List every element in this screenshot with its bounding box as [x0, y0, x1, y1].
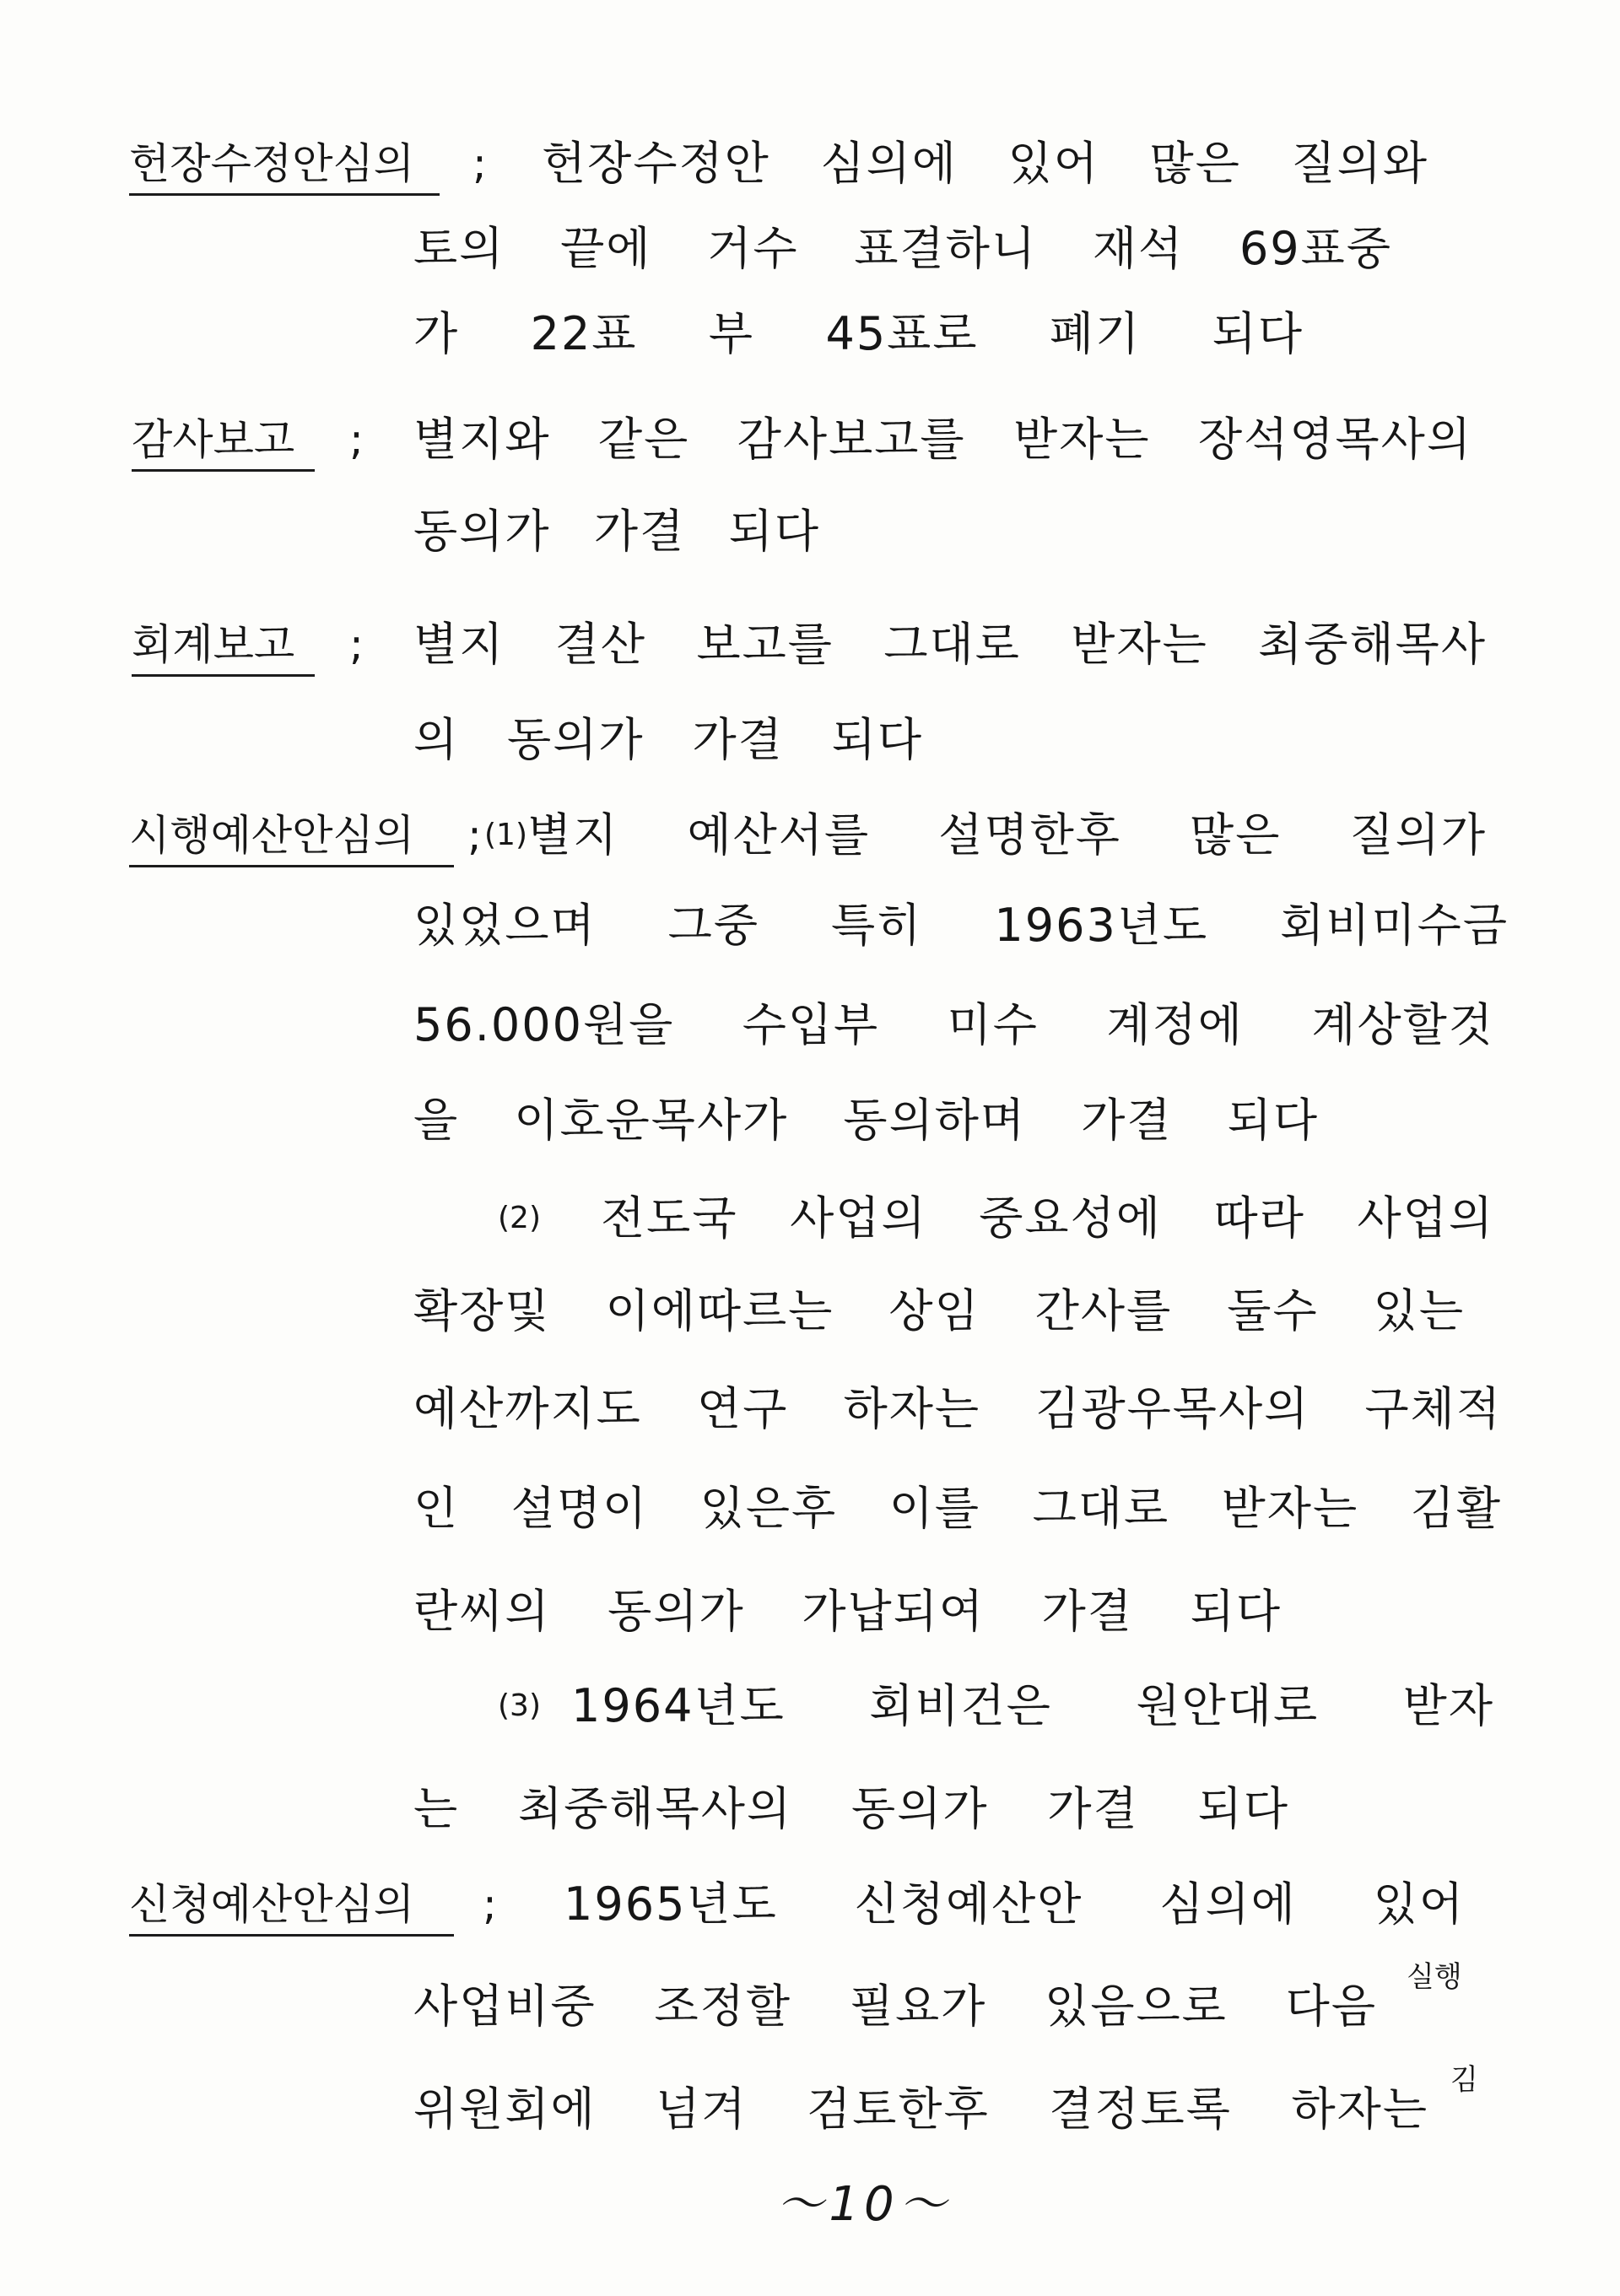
interlinear-addition: 실행 [1407, 1960, 1462, 1994]
text-line: 전도국 사업의 중요성에 따라 사업의 [601, 1191, 1494, 1245]
heading-separator: ; [467, 811, 482, 860]
text-line: 란씨의 동의가 가납되여 가결 되다 [413, 1585, 1282, 1638]
text-line: 동의가 가결 되다 [413, 505, 820, 558]
text-line: 인 설명이 있은후 이를 그대로 받자는 김활 [413, 1482, 1502, 1535]
section-heading-requested-budget: 신청예산안심의 [129, 1875, 454, 1937]
page-number: ～10～ [776, 2177, 952, 2232]
text-line: 확장및 이에따르는 상임 간사를 둘수 있는 [413, 1284, 1465, 1337]
section-heading-operating-budget: 시행예산안심의 [129, 806, 454, 867]
text-line: 있었으며 그중 특히 1963년도 회비미수금 [413, 899, 1509, 952]
heading-separator: ; [483, 1880, 497, 1929]
section-heading-accounting-report: 회계보고 [132, 615, 315, 677]
item-number: (2) [498, 1201, 541, 1235]
text-line: 1965년도 신청예산안 심의에 있어 [564, 1877, 1465, 1931]
text-line: 의 동의가 가결 되다 [413, 713, 923, 766]
text-line: 별지 결산 보고를 그대로 받자는 최중해목사 [413, 618, 1487, 671]
heading-separator: ; [349, 620, 364, 669]
text-line: 위원회에 넘겨 검토한후 결정토록 하자는 [413, 2083, 1428, 2136]
item-number: (3) [498, 1688, 541, 1723]
text-line: 별지와 같은 감사보고를 받자는 장석영목사의 [413, 413, 1472, 466]
text-line: 는 최중해목사의 동의가 가결 되다 [413, 1782, 1289, 1835]
text-line: 가 22표 부 45표로 폐기 되다 [413, 307, 1304, 360]
heading-separator: ; [472, 139, 487, 188]
interlinear-addition: 김 [1450, 2063, 1478, 2097]
text-line: 사업비중 조정할 필요가 있음으로 다음 [413, 1980, 1377, 2033]
text-line: 을 이호운목사가 동의하며 가결 되다 [413, 1094, 1319, 1147]
section-heading-audit-report: 감사보고 [132, 410, 315, 472]
text-line: 56.000원을 수입부 미수 계정에 계상할것 [413, 998, 1494, 1051]
section-heading-charter-amendment: 헌장수정안심의 [129, 134, 440, 196]
heading-separator: ; [349, 415, 364, 464]
text-line: 1964년도 회비건은 원안대로 받자 [571, 1679, 1494, 1732]
item-number: (1) [484, 818, 527, 852]
text-line: 헌장수정안 심의에 있어 많은 질의와 [542, 137, 1428, 190]
text-line: 별지 예산서를 설명한후 많은 질의가 [527, 808, 1487, 862]
text-line: 예산까지도 연구 하자는 김광우목사의 구체적 [413, 1382, 1502, 1435]
text-line: 토의 끝에 거수 표결하니 재석 69표중 [413, 222, 1392, 275]
